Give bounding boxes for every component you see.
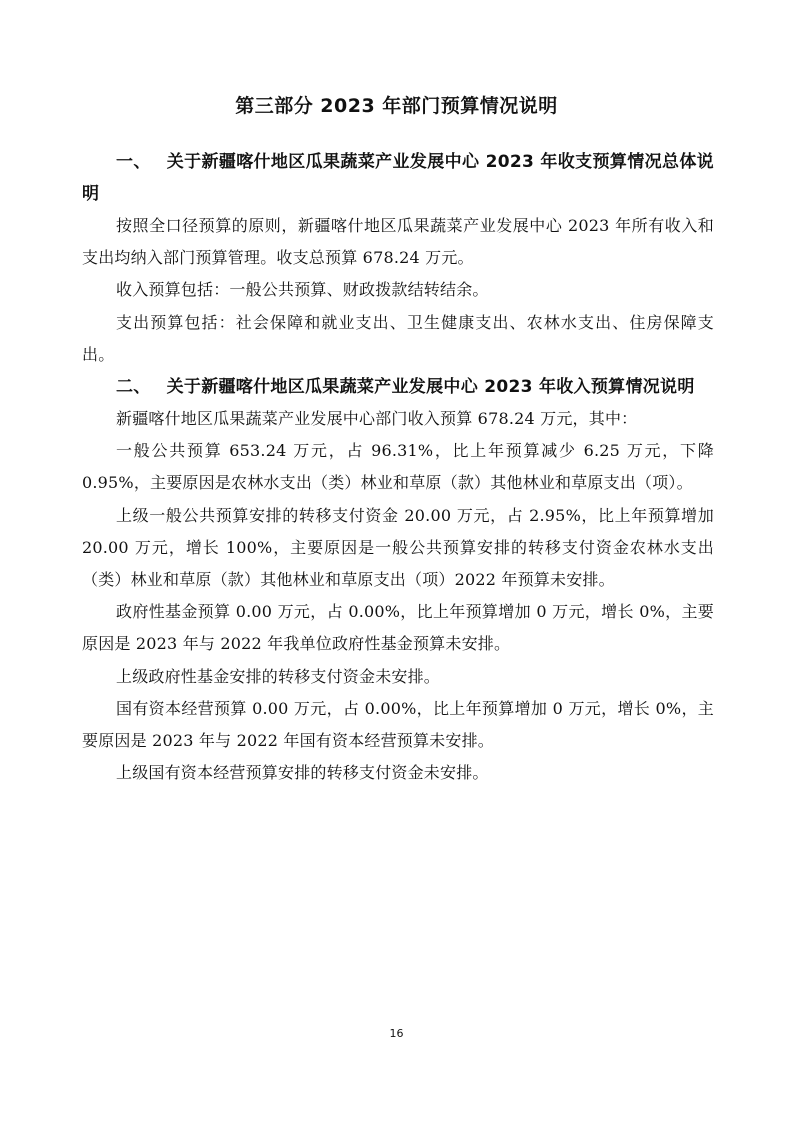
document-body: [82, 146, 714, 789]
paragraph: 按照全口径预算的原则，新疆喀什地区瓜果蔬菜产业发展中心 2023 年所有收入和支出均纳入部门预算管理。收支总预算 678.24 万元。: [82, 216, 714, 268]
section-number: 二、: [116, 377, 151, 398]
paragraph: 支出预算包括：社会保障和就业支出、卫生健康支出、农林水支出、住房保障支出。: [82, 312, 714, 364]
section-income: [82, 371, 714, 789]
page-title: 第三部分 2023 年部门预算情况说明: [235, 95, 558, 117]
paragraph: 上级一般公共预算安排的转移支付资金 20.00 万元，占 2.95%，比上年预算增加 20.00 万元，增长 100%，主要原因是一般公共预算安排的转移支付资金农林水支出（类）林业和草原（款）其他林业和草原支出（项）2022 年预算未安排。: [82, 505, 714, 590]
paragraph: 收入预算包括：一般公共预算、财政拨款结转结余。: [116, 280, 489, 300]
page-number: 16: [389, 1027, 404, 1040]
section-heading-text: 关于新疆喀什地区瓜果蔬菜产业发展中心 2023 年收支预算情况总体说明: [82, 152, 714, 204]
section-heading: [82, 146, 714, 210]
section-number: 一、: [116, 152, 151, 172]
paragraph: 政府性基金预算 0.00 万元，占 0.00%，比上年预算增加 0 万元，增长 0%，主要原因是 2023 年与 2022 年我单位政府性基金预算未安排。: [82, 602, 714, 654]
paragraph: 新疆喀什地区瓜果蔬菜产业发展中心部门收入预算 678.24 万元，其中：: [116, 409, 638, 429]
section-heading: [82, 371, 714, 403]
section-heading-text: 关于新疆喀什地区瓜果蔬菜产业发展中心 2023 年收入预算情况说明: [166, 377, 695, 398]
paragraph: 上级国有资本经营预算安排的转移支付资金未安排。: [116, 763, 489, 783]
paragraph: 上级政府性基金安排的转移支付资金未安排。: [116, 666, 441, 686]
paragraph: 国有资本经营预算 0.00 万元，占 0.00%，比上年预算增加 0 万元，增长 0%，主要原因是 2023 年与 2022 年国有资本经营预算未安排。: [82, 698, 714, 751]
paragraph: 一般公共预算 653.24 万元，占 96.31%，比上年预算减少 6.25 万元，下降 0.95%，主要原因是农林水支出（类）林业和草原（款）其他林业和草原支出（项）。: [82, 441, 714, 493]
section-overview: [82, 146, 714, 371]
